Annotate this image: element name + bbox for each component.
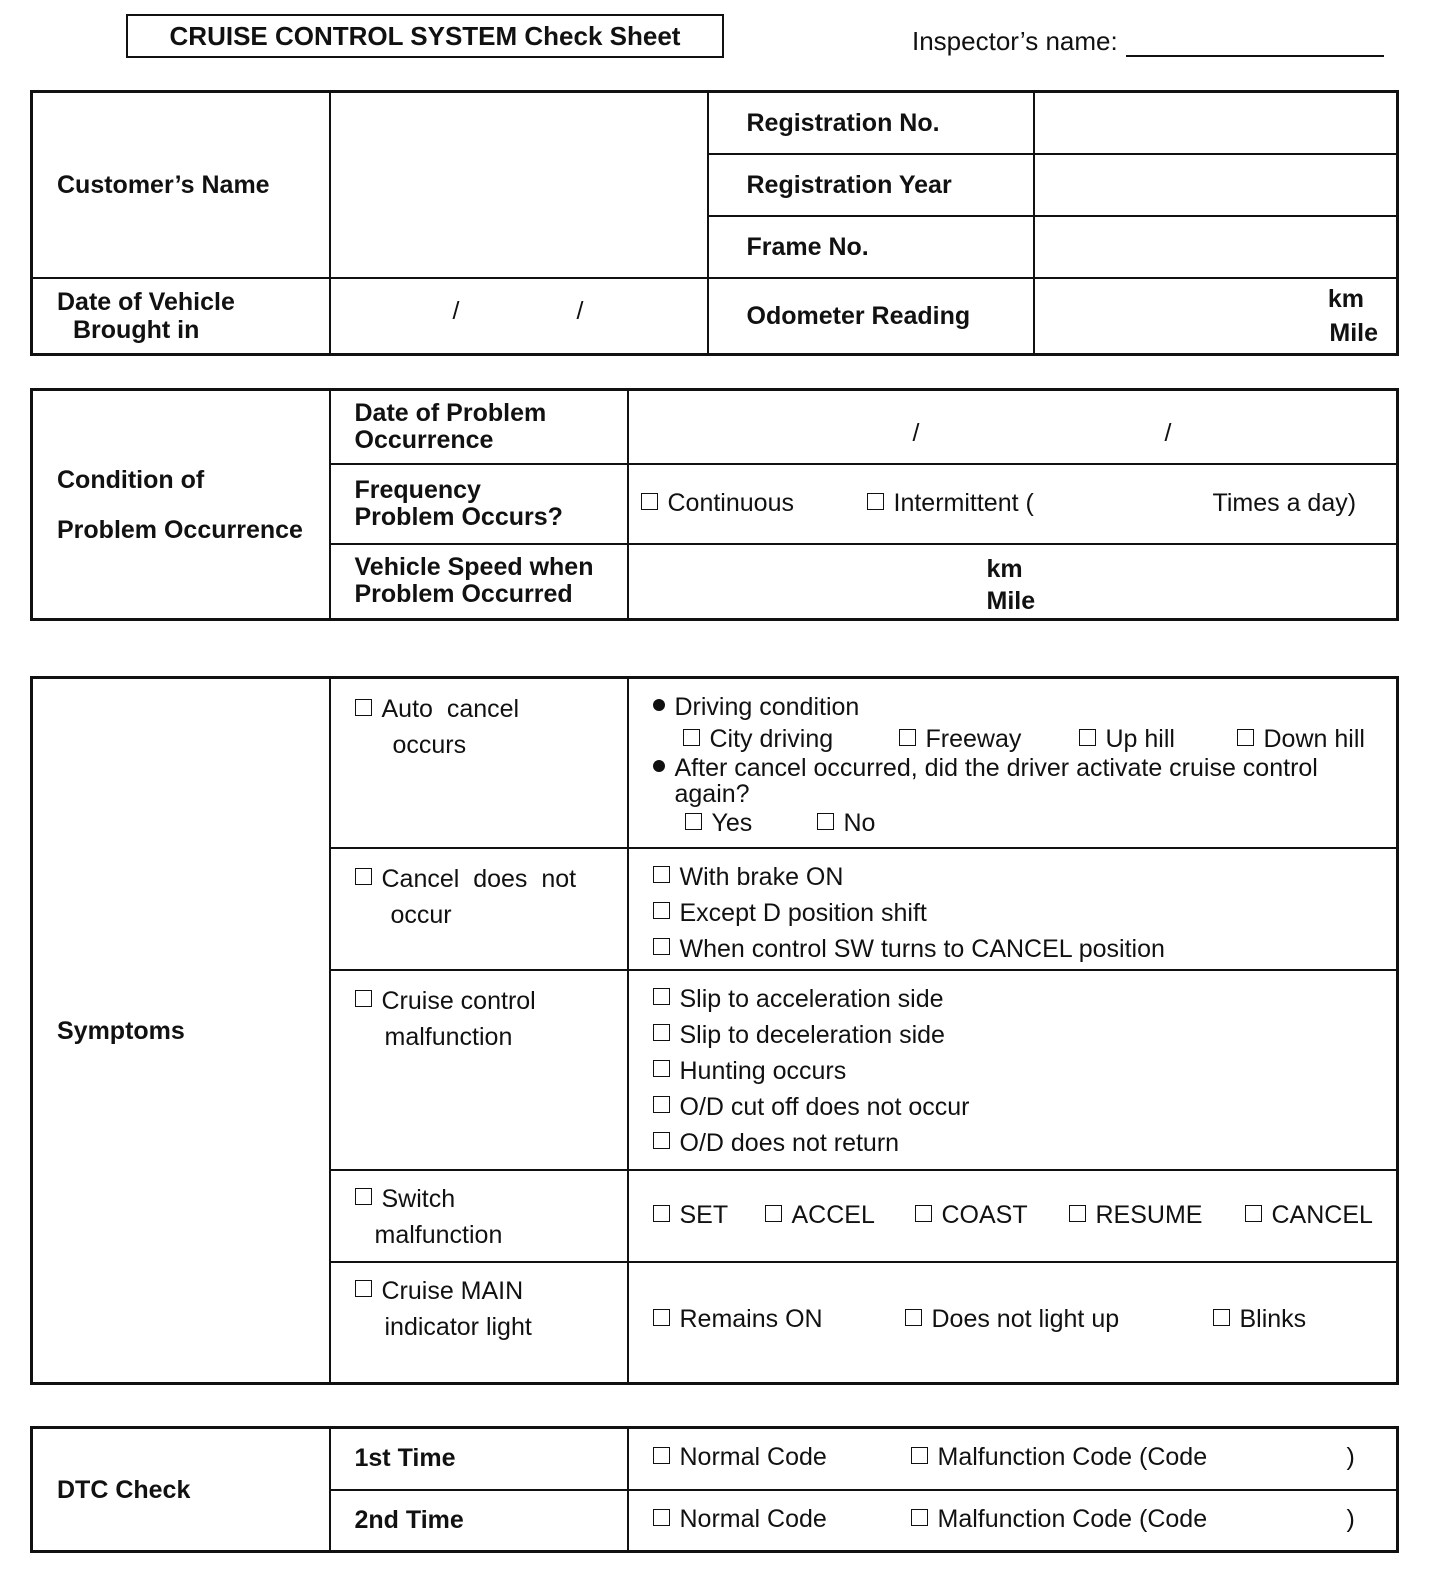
speed-label: Vehicle Speed when Problem Occurred (330, 544, 628, 620)
except-d-shift-checkbox[interactable] (653, 902, 670, 919)
except-d-shift-option[interactable]: Except D position shift (653, 895, 1397, 931)
intermittent-option[interactable]: Intermittent ( (867, 489, 1034, 518)
auto-cancel-cell: Auto cancel occurs (330, 678, 628, 848)
first-normal-code-checkbox[interactable] (653, 1447, 670, 1464)
slip-acceleration-checkbox[interactable] (653, 988, 670, 1005)
yes-option[interactable]: Yes (685, 807, 753, 839)
set-checkbox[interactable] (653, 1205, 670, 1222)
symptoms-label: Symptoms (32, 678, 330, 1384)
od-not-return-checkbox[interactable] (653, 1132, 670, 1149)
accel-checkbox[interactable] (765, 1205, 782, 1222)
vehicle-info-table (30, 90, 1399, 356)
blinks-option[interactable]: Blinks (1213, 1305, 1307, 1334)
remains-on-option[interactable]: Remains ON (653, 1305, 823, 1334)
control-sw-cancel-option[interactable]: When control SW turns to CANCEL position (653, 931, 1397, 967)
dtc-table (30, 1426, 1399, 1553)
inspector-name-field (912, 26, 1384, 57)
frequency-label: Frequency Problem Occurs? (330, 464, 628, 544)
second-malfunction-code-checkbox[interactable] (911, 1509, 928, 1526)
down-hill-option[interactable]: Down hill (1237, 723, 1365, 755)
dtc-second-options: Normal Code Malfunction Code (Code ) (628, 1490, 1398, 1552)
freeway-option[interactable]: Freeway (899, 723, 1022, 755)
dtc-label: DTC Check (32, 1428, 330, 1552)
frame-no-input[interactable] (1034, 216, 1398, 278)
customer-name-label: Customer’s Name (32, 92, 330, 279)
cancel-not-occur-label: Cancel does not (381, 864, 577, 893)
inspector-label: Inspector’s name: (912, 26, 1118, 56)
up-hill-checkbox[interactable] (1079, 729, 1096, 746)
resume-option[interactable]: RESUME (1069, 1201, 1203, 1230)
blinks-checkbox[interactable] (1213, 1309, 1230, 1326)
with-brake-on-checkbox[interactable] (653, 866, 670, 883)
date-problem-label: Date of Problem Occurrence (330, 390, 628, 464)
registration-no-input[interactable] (1034, 92, 1398, 154)
down-hill-checkbox[interactable] (1237, 729, 1254, 746)
cancel-not-occur-cell: Cancel does not occur (330, 848, 628, 970)
freeway-checkbox[interactable] (899, 729, 916, 746)
main-indicator-checkbox[interactable] (355, 1280, 372, 1297)
main-indicator-cell: Cruise MAIN indicator light (330, 1262, 628, 1384)
no-option[interactable]: No (817, 807, 876, 839)
dtc-first-label: 1st Time (330, 1428, 628, 1490)
does-not-light-option[interactable]: Does not light up (905, 1305, 1120, 1334)
continuous-checkbox[interactable] (641, 493, 658, 510)
set-option[interactable]: SET (653, 1201, 729, 1230)
main-indicator-label: Cruise MAIN (381, 1276, 524, 1305)
speed-unit-mile: Mile (986, 586, 1036, 615)
odometer-input[interactable] (1034, 278, 1398, 354)
cruise-malfunction-label: Cruise control (381, 986, 536, 1015)
cruise-malfunction-cell: Cruise control malfunction (330, 970, 628, 1170)
odometer-label: Odometer Reading (708, 278, 1034, 354)
with-brake-on-option[interactable]: With brake ON (653, 859, 1397, 895)
resume-checkbox[interactable] (1069, 1205, 1086, 1222)
hunting-occurs-checkbox[interactable] (653, 1060, 670, 1077)
condition-table (30, 388, 1399, 621)
frequency-options (628, 464, 1398, 544)
remains-on-checkbox[interactable] (653, 1309, 670, 1326)
cruise-malfunction-details (628, 970, 1398, 1170)
symptoms-table (30, 676, 1399, 1385)
second-normal-code-checkbox[interactable] (653, 1509, 670, 1526)
main-indicator-details (628, 1262, 1398, 1384)
cancel-option[interactable]: CANCEL (1245, 1201, 1373, 1230)
cancel-not-occur-checkbox[interactable] (355, 868, 372, 885)
second-malfunction-code-option[interactable]: Malfunction Code (Code (911, 1505, 1208, 1534)
bullet-icon (653, 760, 665, 772)
city-driving-option[interactable]: City driving (683, 723, 834, 755)
od-cut-off-option[interactable]: O/D cut off does not occur (653, 1089, 1397, 1125)
first-malfunction-code-checkbox[interactable] (911, 1447, 928, 1464)
registration-year-label: Registration Year (708, 154, 1034, 216)
first-normal-code-option[interactable]: Normal Code (653, 1443, 827, 1472)
dtc-second-label: 2nd Time (330, 1490, 628, 1552)
times-a-day-label: Times a day) (1212, 488, 1357, 517)
customer-name-input[interactable] (330, 92, 708, 279)
control-sw-cancel-checkbox[interactable] (653, 938, 670, 955)
odometer-unit-mile: Mile (1329, 319, 1378, 348)
yes-checkbox[interactable] (685, 813, 702, 830)
registration-no-label: Registration No. (708, 92, 1034, 154)
switch-malfunction-cell: Switch malfunction (330, 1170, 628, 1262)
sheet-title: CRUISE CONTROL SYSTEM Check Sheet (126, 14, 724, 58)
up-hill-option[interactable]: Up hill (1079, 723, 1175, 755)
od-cut-off-checkbox[interactable] (653, 1096, 670, 1113)
cruise-malfunction-checkbox[interactable] (355, 990, 372, 1007)
switch-malfunction-checkbox[interactable] (355, 1188, 372, 1205)
condition-label: Condition of Problem Occurrence (32, 390, 330, 620)
cancel-checkbox[interactable] (1245, 1205, 1262, 1222)
coast-option[interactable]: COAST (915, 1201, 1028, 1230)
auto-cancel-checkbox[interactable] (355, 699, 372, 716)
second-normal-code-option[interactable]: Normal Code (653, 1505, 827, 1534)
first-malfunction-code-option[interactable]: Malfunction Code (Code (911, 1443, 1208, 1472)
does-not-light-checkbox[interactable] (905, 1309, 922, 1326)
slip-acceleration-option[interactable]: Slip to acceleration side (653, 981, 1397, 1017)
intermittent-checkbox[interactable] (867, 493, 884, 510)
speed-input[interactable] (628, 544, 1398, 620)
auto-cancel-details: Driving condition City driving Freeway Up hill Down hill After cancel occurred, did the driver activate cruise control again? Yes No (628, 678, 1398, 848)
city-driving-checkbox[interactable] (683, 729, 700, 746)
switch-malfunction-details (628, 1170, 1398, 1262)
accel-option[interactable]: ACCEL (765, 1201, 875, 1230)
auto-cancel-label: Auto cancel (381, 695, 520, 723)
speed-unit-km: km (986, 554, 1023, 583)
switch-malfunction-label: Switch (381, 1184, 456, 1213)
bullet-icon (653, 699, 665, 711)
slip-deceleration-option[interactable]: Slip to deceleration side (653, 1017, 1397, 1053)
registration-year-input[interactable] (1034, 154, 1398, 216)
frame-no-label: Frame No. (708, 216, 1034, 278)
no-checkbox[interactable] (817, 813, 834, 830)
slip-deceleration-checkbox[interactable] (653, 1024, 670, 1041)
odometer-unit-km: km (1327, 285, 1364, 314)
inspector-name-input[interactable] (1126, 29, 1384, 57)
dtc-first-options: Normal Code Malfunction Code (Code ) (628, 1428, 1398, 1490)
date-brought-label: Date of Vehicle Brought in (32, 278, 330, 354)
hunting-occurs-option[interactable]: Hunting occurs (653, 1053, 1397, 1089)
coast-checkbox[interactable] (915, 1205, 932, 1222)
cancel-not-occur-details (628, 848, 1398, 970)
od-not-return-option[interactable]: O/D does not return (653, 1125, 1397, 1161)
date-problem-input[interactable]: / / (628, 390, 1398, 464)
continuous-option[interactable]: Continuous (641, 489, 794, 518)
date-brought-input[interactable]: / / (330, 278, 708, 354)
